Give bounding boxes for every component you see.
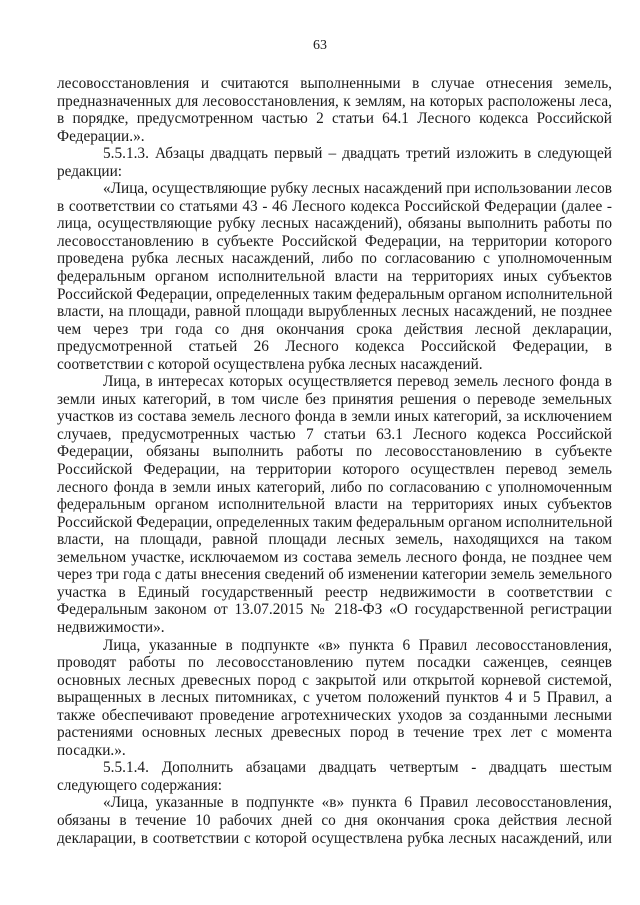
text-line: обязаны в течение 10 рабочих дней со дня окончания срока действия лесной — [57, 811, 612, 829]
text-line: в соответствии со статьями 43 - 46 Лесного кодекса Российской Федерации (далее - — [57, 197, 612, 215]
text-line: проведена рубка лесных насаждений, либо по согласованию с уполномоченным — [57, 250, 612, 268]
text-line: лесовосстановлению в субъекте Российской Федерации, на территории которого — [57, 232, 612, 250]
paragraph — [57, 75, 612, 145]
text-line: Российской Федерации, определенных таким федеральным органом исполнительной — [57, 285, 613, 303]
text-line: Лица, в интересах которых осуществляется перевод земель лесного фонда в — [103, 373, 612, 391]
text-line: участка в Единый государственный реестр недвижимости в соответствии с — [57, 583, 612, 601]
page-number: 63 — [313, 38, 327, 53]
text-line: Федерации.». — [57, 127, 145, 145]
text-line: 5.5.1.3. Абзацы двадцать первый – двадцать третий изложить в следующей — [103, 145, 612, 163]
paragraph — [57, 637, 612, 760]
text-line: лесного фонда в земли иных категорий, либо по согласованию с уполномоченным — [57, 478, 612, 496]
text-line: растениями основных лесных древесных пород в течение трех лет с момента — [57, 724, 612, 742]
text-line: в порядке, предусмотренном частью 2 статьи 64.1 Лесного кодекса Российской — [57, 110, 612, 128]
paragraph — [57, 759, 612, 794]
text-line: «Лица, указанные в подпункте «в» пункта 6 Правил лесовосстановления, — [103, 794, 612, 812]
text-line: случаев, предусмотренных частью 7 статьи 63.1 Лесного кодекса Российской — [57, 425, 612, 443]
text-line: Лица, указанные в подпункте «в» пункта 6 Правил лесовосстановления, — [103, 636, 612, 654]
text-line: предусмотренной статьей 26 Лесного кодекса Российской Федерации, в — [57, 338, 612, 356]
text-line: соответствии с которой осуществлена рубка лесных насаждений. — [57, 355, 483, 373]
text-line: также обеспечивают проведение агротехнических уходов за созданными лесными — [57, 706, 612, 724]
text-line: Российской Федерации, определенных таким федеральным органом исполнительной — [57, 513, 613, 531]
text-line: федеральным органом исполнительной власти на территориях иных субъектов — [57, 496, 612, 514]
text-line: чем через три года со дня окончания срока действия лесной декларации, — [57, 320, 612, 338]
text-line: земли иных категорий, в том числе без принятия решения о переводе земельных — [57, 390, 612, 408]
paragraph — [57, 373, 612, 636]
paragraph — [57, 794, 612, 847]
text-line: следующего содержания: — [57, 776, 223, 794]
text-line: власти, на площади, равной площади вырубленных лесных насаждений, не позднее — [57, 303, 612, 321]
text-line: «Лица, осуществляющие рубку лесных насаждений при использовании лесов — [103, 180, 612, 198]
text-line: декларации, в соответствии с которой осуществлена рубка лесных насаждений, или — [57, 829, 612, 847]
text-line: земельном участке, исключаемом из состава земель лесного фонда, не позднее чем — [57, 548, 612, 566]
text-line: редакции: — [57, 162, 123, 180]
text-line: лица, осуществляющие рубку лесных насаждений), обязаны выполнить работы по — [57, 215, 612, 233]
paragraph — [57, 180, 612, 373]
text-line: через три года с даты внесения сведений об изменении категории земель земельного — [57, 566, 612, 584]
text-line: посадки.». — [57, 741, 126, 759]
text-line: недвижимости». — [57, 618, 165, 636]
text-line: власти, на площади, равной площади лесных земель, находящихся на таком — [57, 531, 612, 549]
paragraph — [57, 145, 612, 180]
text-line: лесовосстановления и считаются выполненными в случае отнесения земель, — [57, 75, 612, 92]
text-line: проводят работы по лесовосстановлению путем посадки саженцев, сеянцев — [57, 654, 612, 672]
text-line: Федеральным законом от 13.07.2015 № 218-ФЗ «О государственной регистрации — [57, 601, 612, 619]
text-line: участков из состава земель лесного фонда в земли иных категорий, за исключением — [57, 408, 612, 426]
text-line: федеральным органом исполнительной власти на территориях иных субъектов — [57, 268, 612, 286]
text-line: выращенных в лесных питомниках, с учетом положений пунктов 4 и 5 Правил, а — [57, 689, 612, 707]
text-line: 5.5.1.4. Дополнить абзацами двадцать четвертым - двадцать шестым — [103, 759, 612, 777]
document-body — [57, 75, 612, 847]
text-line: Российской Федерации, на территории которого осуществлен перевод земель — [57, 461, 612, 479]
text-line: предназначенных для лесовосстановления, к землям, на которых расположены леса, — [57, 92, 612, 110]
text-line: основных лесных древесных пород с закрытой или открытой корневой системой, — [57, 671, 612, 689]
text-line: Федерации, обязаны выполнить работы по лесовосстановлению в субъекте — [57, 443, 612, 461]
